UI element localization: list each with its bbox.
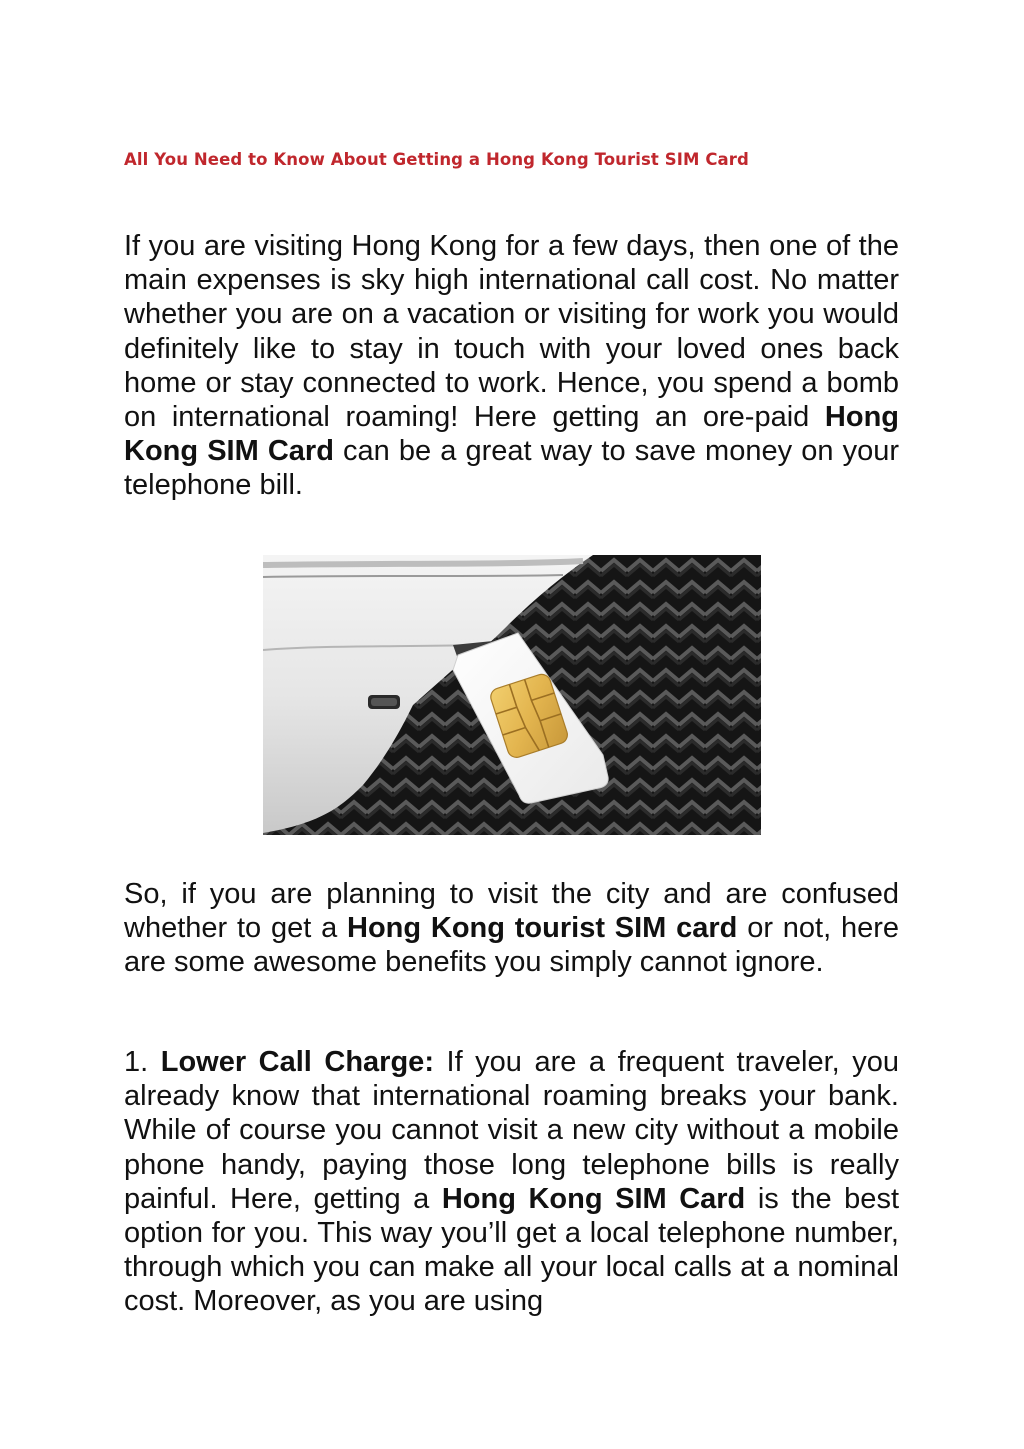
benefit-1-text-end: is the best option for you. This way you’ll get a local telephone number, through which you can make all your local calls at a nominal cost. Moreover, as you are using (124, 1182, 899, 1318)
benefit-1-heading: Lower Call Charge: (160, 1046, 434, 1078)
intro-text: If you are visiting Hong Kong for a few days, then one of the main expenses is sky high international call cost. No matter whether you are on a vacation or visiting for work you would definitely like to stay in touch with your loved ones back home or stay connected to work. Hence, you spend a bomb on international roaming! Here getting an ore-paid (124, 230, 899, 434)
sim-card-photo (263, 555, 761, 835)
intro-paragraph (124, 229, 899, 503)
benefits-intro-paragraph (124, 877, 899, 980)
intro-text-end: can be a great way to save money on your telephone bill. (124, 435, 899, 502)
benefit-1-paragraph (124, 1045, 899, 1319)
article-title: All You Need to Know About Getting a Hong Kong Tourist SIM Card (124, 150, 749, 169)
benefits-intro-text: So, if you are planning to visit the city and are confused whether to get a (124, 878, 899, 945)
intro-keyword: Hong Kong SIM Card (124, 401, 899, 468)
benefits-intro-keyword: Hong Kong tourist SIM card (347, 912, 738, 945)
benefits-intro-text-end: or not, here are some awesome benefits you simply cannot ignore. (124, 912, 900, 979)
benefit-1-keyword: Hong Kong SIM Card (441, 1182, 746, 1215)
benefit-1-text: If you are a frequent traveler, you already know that international roaming breaks your bank. While of course you cannot visit a new city without a mobile phone handy, paying those long telephone bills is really painful. Here, getting a (124, 1046, 900, 1215)
benefit-1-number: 1. (124, 1046, 161, 1078)
